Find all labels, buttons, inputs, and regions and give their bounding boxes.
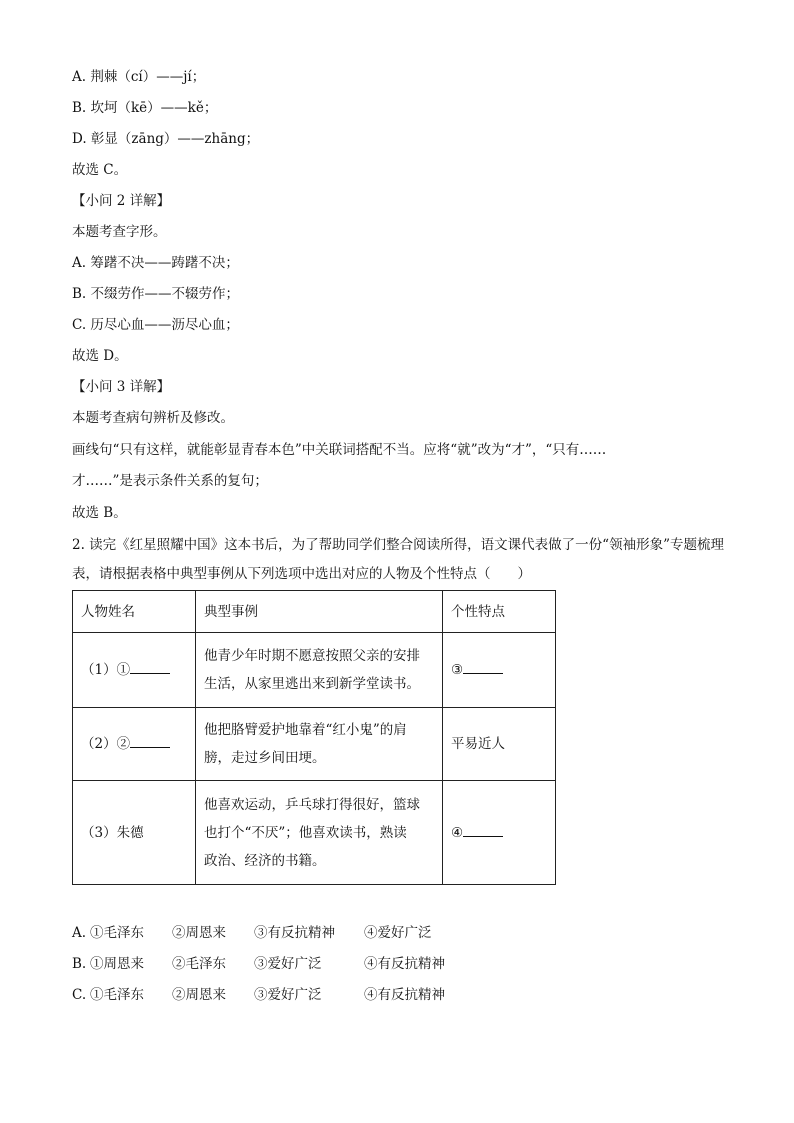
answer-line: 本题考查病句辨析及修改。 [72, 410, 234, 426]
answer-line: 本题考查字形。 [72, 224, 167, 240]
answer-choice: 故选 C。 [72, 162, 128, 178]
header-example: 典型事例 [196, 591, 443, 633]
answer-line: D. 彰显（zāng）——zhāng； [72, 131, 260, 147]
question-text: 2. 读完《红星照耀中国》这本书后，为了帮助同学们整合阅读所得，语文课代表做了一份“领袖形象”专题梳理表，请根据表格中典型事例从下列选项中选出对应的人物及个性特点（ ） [72, 537, 724, 582]
name-cell: （3）朱德 [73, 781, 196, 885]
answer-line: 画线句“只有这样，就能彰显青春本色”中关联词搭配不当。应将“就”改为“才”，“只有…… [72, 442, 607, 458]
answer-line: B. 不缀劳作——不辍劳作； [72, 286, 240, 302]
fill-blank [130, 661, 170, 674]
example-cell: 他青少年时期不愿意按照父亲的安排 生活，从家里逃出来到新学堂读书。 [196, 633, 443, 708]
answer-choice: 故选 B。 [72, 505, 127, 521]
fill-blank [130, 735, 170, 748]
example-cell: 他把胳臂爱护地靠着“红小鬼”的肩 膀，走过乡间田埂。 [196, 708, 443, 781]
example-cell: 他喜欢运动，乒乓球打得很好，篮球 也打个“不厌”；他喜欢读书，熟读 政治、经济的书籍。 [196, 781, 443, 885]
answer-line: A. 荆棘（cí）——jí； [72, 69, 206, 85]
trait-cell: 平易近人 [443, 708, 556, 781]
answer-line: B. 坎坷（kē）——kě； [72, 100, 218, 116]
section-heading: 【小问 2 详解】 [72, 193, 171, 209]
trait-cell: ④ [443, 781, 556, 885]
name-cell: （1）① [73, 633, 196, 708]
answer-line: C. 历尽心血——沥尽心血； [72, 317, 239, 333]
option-b[interactable]: B. ①周恩来 ②毛泽东 ③爱好广泛 ④有反抗精神 [72, 956, 445, 972]
answer-line: A. 筹躇不决——踌躇不决； [72, 255, 239, 271]
trait-cell: ③ [443, 633, 556, 708]
answer-line: 才……”是表示条件关系的复句； [72, 473, 268, 489]
summary-table [72, 590, 556, 885]
header-name: 人物姓名 [73, 591, 196, 633]
fill-blank [463, 661, 503, 674]
section-heading: 【小问 3 详解】 [72, 379, 171, 395]
name-cell: （2）② [73, 708, 196, 781]
fill-blank [463, 824, 503, 837]
answer-choice: 故选 D。 [72, 348, 128, 364]
table-row [73, 781, 556, 885]
table-header-row [73, 591, 556, 633]
header-trait: 个性特点 [443, 591, 556, 633]
option-a[interactable]: A. ①毛泽东 ②周恩来 ③有反抗精神 ④爱好广泛 [72, 925, 432, 941]
option-c[interactable]: C. ①毛泽东 ②周恩来 ③爱好广泛 ④有反抗精神 [72, 987, 445, 1003]
table-row [73, 633, 556, 708]
table-row [73, 708, 556, 781]
